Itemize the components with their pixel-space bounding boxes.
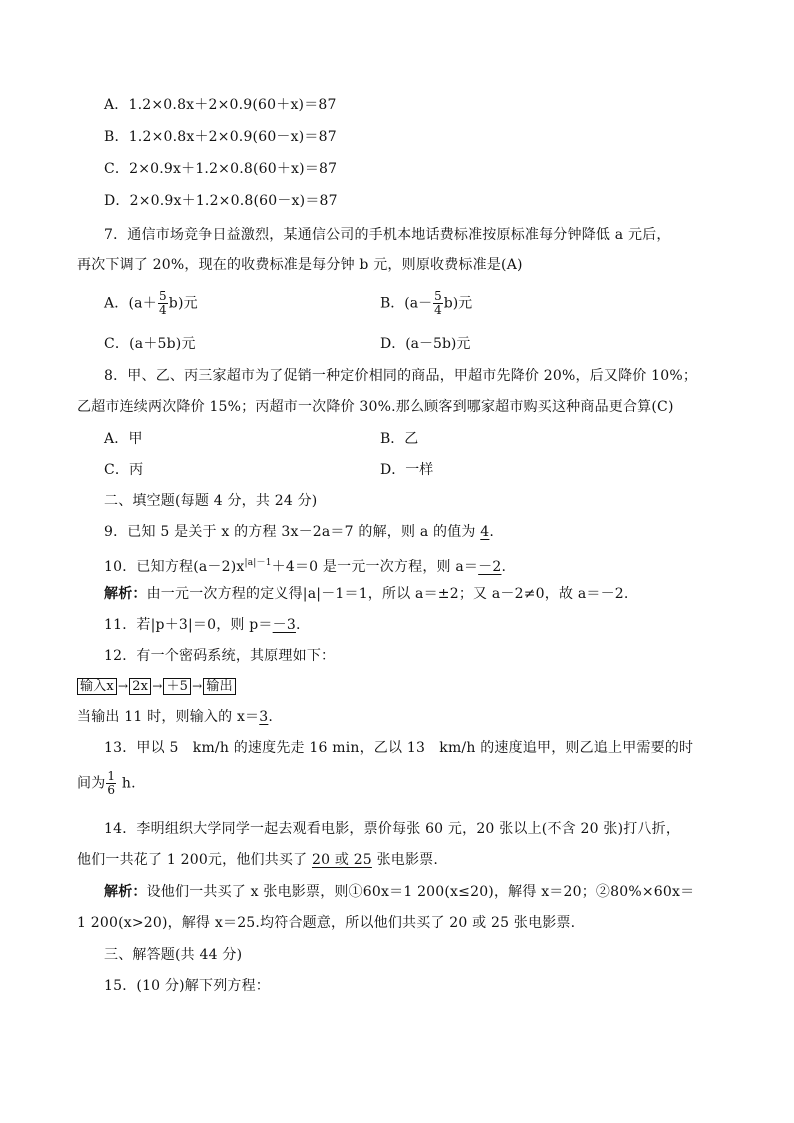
q7-option-a: A．(a＋ $\frac{5}{4}$ b)元 xyxy=(104,289,198,317)
q6-option-b: B．1.2×0.8x＋2×0.9(60－x)＝87 xyxy=(104,129,337,145)
fraction: $\frac{5}{4}$ xyxy=(434,289,442,317)
q9-answer: 4 xyxy=(480,524,490,540)
flow-box-input: 输入x xyxy=(77,678,117,695)
q8-option-a: A．甲 xyxy=(104,431,143,447)
q13-line1: 13．甲以 5 km/h 的速度先走 16 min，乙以 13 km/h 的速度追甲，则乙追上甲需要的时 xyxy=(104,740,694,756)
q14-line1: 14．李明组织大学同学一起去观看电影，票价每张 60 元，20 张以上(不含 20 张)打八折， xyxy=(104,821,681,837)
arrow-right-icon: → xyxy=(117,679,129,693)
q8-option-d: D．一样 xyxy=(380,462,434,478)
q13-answer-fraction: $\frac{1}{6}$ xyxy=(107,769,116,797)
q14-line2: 他们一共花了 1 200元，他们共买了 20 或 25 张电影票. xyxy=(77,852,439,868)
q7-option-d: D．(a－5b)元 xyxy=(380,336,471,352)
q10-analysis: 解析：由一元一次方程的定义得|a|－1＝1，所以 a＝±2；又 a－2≠0，故 a＝－2. xyxy=(104,586,629,602)
q15-stem: 15．(10 分)解下列方程： xyxy=(104,978,271,994)
q10-answer: －2 xyxy=(478,559,502,575)
q11-answer: －3 xyxy=(272,617,296,633)
arrow-right-icon: → xyxy=(152,679,163,693)
q12-stem: 12．有一个密码系统，其原理如下： xyxy=(104,648,336,664)
q13-line2: 间为 $\frac{1}{6}$ h. xyxy=(77,769,136,797)
flow-box-double: 2x xyxy=(129,678,151,695)
section-3-heading: 三、解答题(共 44 分) xyxy=(104,947,243,963)
q14-analysis-line2: 1 200(x>20)，解得 x＝25.均符合题意，所以他们共买了 20 或 25 张电影票. xyxy=(77,915,576,931)
q14-analysis-line1: 解析：设他们一共买了 x 张电影票，则①60x＝1 200(x≤20)，解得 x＝20；②80%×60x＝ xyxy=(104,884,695,900)
q14-answer: 20 或 25 xyxy=(311,852,372,868)
q7-stem-line2: 再次下调了 20%，现在的收费标准是每分钟 b 元，则原收费标准是(A) xyxy=(77,257,523,273)
q8-option-c: C．丙 xyxy=(104,462,144,478)
q9: 9．已知 5 是关于 x 的方程 3x－2a＝7 的解，则 a 的值为 4. xyxy=(104,524,495,540)
flow-box-add: ＋5 xyxy=(163,678,191,695)
q6-option-d: D．2×0.9x＋1.2×0.8(60－x)＝87 xyxy=(104,193,338,209)
q10: 10．已知方程$(a-2)x^{|a|-1}+4=0$ 是一元一次方程，则 a＝－2. xyxy=(104,558,507,575)
q8-stem-line1: 8．甲、乙、丙三家超市为了促销一种定价相同的商品，甲超市先降价 20%，后又降价 10%； xyxy=(104,368,698,384)
q8-option-b: B．乙 xyxy=(380,431,419,447)
q7-stem-line1: 7．通信市场竞争日益激烈，某通信公司的手机本地话费标准按原标准每分钟降低 a 元后， xyxy=(104,227,671,243)
q11: 11．若|p＋3|＝0，则 p＝－3. xyxy=(104,617,301,633)
flow-box-output: 输出 xyxy=(203,678,235,695)
q12-flowchart xyxy=(77,677,236,695)
fraction: $\frac{5}{4}$ xyxy=(158,289,167,317)
q6-option-c: C．2×0.9x＋1.2×0.8(60＋x)＝87 xyxy=(104,161,338,177)
q8-stem-line2: 乙超市连续两次降价 15%；丙超市一次降价 30%.那么顾客到哪家超市购买这种商品更合算(C) xyxy=(77,399,674,415)
arrow-right-icon: → xyxy=(192,679,203,693)
q12-result: 当输出 11 时，则输入的 x＝3. xyxy=(77,709,274,725)
q7-option-c: C．(a＋5b)元 xyxy=(104,336,196,352)
q7-option-b: B．(a－ $\frac{5}{4}$ b)元 xyxy=(380,289,473,317)
q6-option-a: A．1.2×0.8x＋2×0.9(60＋x)＝87 xyxy=(104,97,337,113)
section-2-heading: 二、填空题(每题 4 分，共 24 分) xyxy=(104,493,318,509)
q12-answer: 3 xyxy=(259,709,269,725)
